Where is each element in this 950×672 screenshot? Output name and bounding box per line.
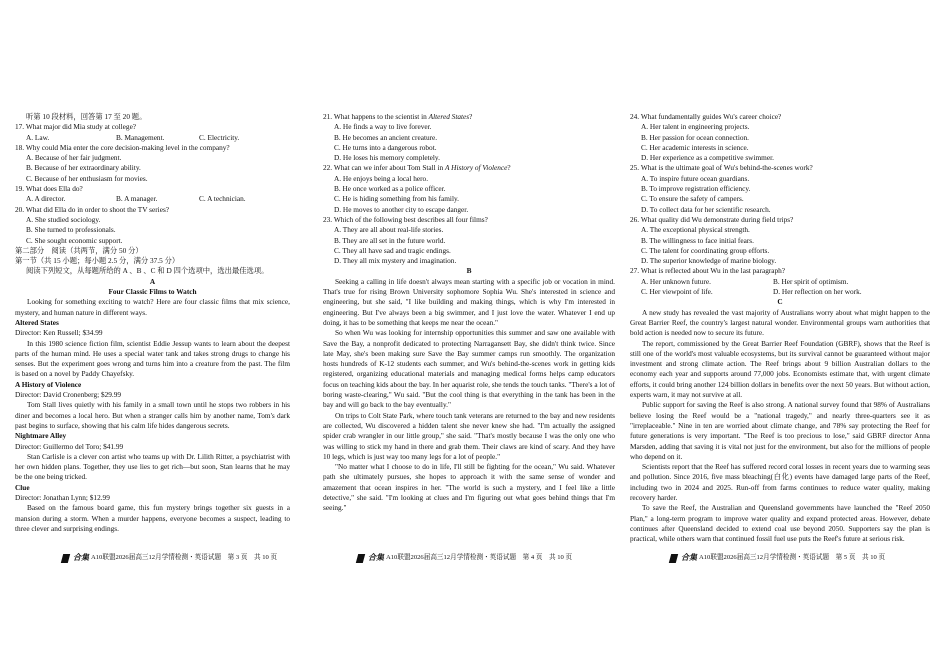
option: C. To ensure the safety of campers.: [641, 194, 744, 204]
options-27: [641, 277, 930, 287]
film-director: Director: Guillermo del Toro; $41.99: [15, 441, 124, 451]
option: B. Management.: [116, 132, 165, 142]
passage-b-paragraph: On trips to Colt State Park, where touch tank veterans are returned to the bay and new residents are collected, Wu discovered a hidden talent she never knew she had. "I'm actually the assigned spider crab wrangler in our little group," she said. "That's mostly because I was the only one who was willing to stick my hand in there and grab them. Their claws are kind of scary. And they have 10 legs, which is just way too many legs for a lot of people.": [323, 410, 615, 461]
passage-a-letter: A: [149, 276, 156, 286]
page-4-column: [323, 112, 615, 514]
listening-intro: 听第 10 段材料，回答第 17 至 20 题。: [26, 112, 147, 121]
passage-c-paragraph: Public support for saving the Reef is also strong. A national survey found that 98% of Australians believe losing the Reef would be a "national tragedy," and nearly three-quarters see it as "irreplaceable." Nine in ten are worried about climate change, and 78% say protecting the Reef for future generations is very important. "The Reef is too precious to lose," said GBRF director Anna Marsden, adding that saving it is vital not just for the environment, but also for the millions of people who depend on it.: [630, 400, 930, 461]
passage-b-paragraph: So when Wu was looking for internship opportunities this summer and saw one available with Save the Bay, a nonprofit dedicated to protecting Narragansett Bay, she didn't think twice. Since late May, she's been making sure Save the Bay summer camps run smoothly. The organization hosts hundreds of K-12 students each summer, and Wu's behind-the-scenes work in getting kids registered, organizing educational materials and managing medical forms helps camp educators focus on teaching kids about the bay. In her aquarist role, she tends the touch tanks. "There's a lot of boring waste-clearing," Wu said. "But the cool thing is that everything in the tank has been in the bay and will go back to the bay eventually.": [323, 328, 615, 410]
option: A. Her unknown future.: [641, 276, 711, 286]
option: C. She sought economic support.: [26, 235, 123, 245]
passage-c-letter: C: [777, 297, 783, 307]
reading-instruction: 阅读下列短文，从每题所给的 A 、B 、C 和 D 四个选项中，选出最佳选项。: [26, 266, 269, 276]
option: A. Because of her fair judgment.: [26, 153, 122, 163]
film-director: Director: Ken Russell; $34.99: [15, 328, 103, 338]
option: C. Electricity.: [199, 132, 240, 142]
question-27: 27. What is reflected about Wu in the last paragraph?: [630, 266, 786, 276]
question-17: 17. What major did Mia study at college?: [15, 122, 137, 132]
brand-mark-icon: [669, 554, 678, 563]
film-title: Altered States: [15, 317, 59, 327]
brand-logo: 合集: [73, 553, 89, 562]
question-18: 18. Why could Mia enter the core decision-making level in the company?: [15, 142, 230, 152]
option: B. To improve registration efficiency.: [641, 184, 751, 194]
page-5-column: [630, 112, 930, 544]
option: A. The exceptional physical strength.: [641, 225, 750, 235]
question-23: 23. Which of the following best describes all four films?: [323, 214, 488, 224]
option: A. Law.: [26, 132, 50, 142]
passage-b-paragraph: "No matter what I choose to do in life, I'll still be fighting for the ocean," Wu said. Whatever path she ultimately pursues, she hopes to approach it with the same sense of wonder and amazement that ocean inspires in her. "The world is such a mystery, and I feel like a little detective," she said. "I'm looking at clues and I'm figuring out what goes behind things that I'm seeing.": [323, 462, 615, 513]
question-25: 25. What is the ultimate goal of Wu's behind-the-scenes work?: [630, 163, 813, 173]
option: A. He finds a way to live forever.: [334, 122, 432, 132]
option: A. A director.: [26, 194, 66, 204]
options-27b: [641, 287, 930, 297]
option: A. They are all about real-life stories.: [334, 225, 444, 235]
option: A. To inspire future ocean guardians.: [641, 173, 750, 183]
option: B. The willingness to face initial fears.: [641, 235, 754, 245]
option: B. Her passion for ocean connection.: [641, 132, 749, 142]
option: B. He once worked as a police officer.: [334, 184, 446, 194]
option: C. He is hiding something from his family.: [334, 194, 459, 204]
option: D. Her reflection on her work.: [773, 287, 862, 297]
passage-c-paragraph: A new study has revealed the vast majority of Australians worry about what might happen to the Great Barrier Reef, the country's largest natural wonder. Environmental groups warn authorities that bold action is needed now to secure its future.: [630, 307, 930, 338]
footer-text: A10联盟2026届高三12月学情检测・英语试题 第 4 页 共 10 页: [386, 554, 573, 561]
passage-c-paragraph: To save the Reef, the Australian and Queensland governments have launched the "Reef 2050 Plan," a long-term program to improve water quality and expand protected areas. However, debate continues after Queensland decided to extend coal use beyond 2050. Supporters say the plan is practical, while others warn that continued fossil fuel use puts the Reef's future at serious risk.: [630, 503, 930, 544]
passage-a-title: Four Classic Films to Watch: [108, 287, 197, 297]
option: A. Her talent in engineering projects.: [641, 122, 750, 132]
film-title: Nightmare Alley: [15, 431, 67, 441]
option: A. He enjoys being a local hero.: [334, 173, 429, 183]
option: D. He moves to another city to escape danger.: [334, 204, 469, 214]
option: B. She turned to professionals.: [26, 225, 116, 235]
film-director: Director: Jonathan Lynn; $12.99: [15, 492, 110, 502]
option: C. The talent for coordinating group efforts.: [641, 245, 770, 255]
passage-a-lead: Looking for something exciting to watch? Here are four classic films that mix science, mystery, and human nature in different ways.: [15, 297, 290, 317]
film-title: Clue: [15, 482, 30, 492]
option: B. Because of her extraordinary ability.: [26, 163, 141, 173]
part-two-title: 第二部分 阅读（共两节，满分 50 分）: [15, 245, 143, 255]
question-20: 20. What did Ella do in order to shoot the TV series?: [15, 204, 170, 214]
footer-text: A10联盟2026届高三12月学情检测・英语试题 第 3 页 共 10 页: [91, 554, 278, 561]
film-description: Tom Stall lives quietly with his family in a small town until he stops two robbers in his diner and becomes a local hero. But when a stranger calls him by another name, Tom's dark past begins to surface, showing that his calm life hides dangerous secrets.: [15, 400, 290, 430]
option: B. They are all set in the future world.: [334, 235, 446, 245]
brand-mark-icon: [61, 554, 70, 563]
option: C. Because of her enthusiasm for movies.: [26, 173, 148, 183]
question-21: 21. What happens to the scientist in Altered States?: [323, 112, 473, 121]
film-description: In this 1980 science fiction film, scientist Eddie Jessup wants to learn about the deepest parts of the human mind. He uses a special water tank and takes strong drugs to change his senses. But the experiment goes wrong and turns him into a creature from the past. The film is based on a novel by Paddy Chayefsky.: [15, 338, 290, 379]
brand-logo: 合集: [368, 553, 384, 562]
page-3-footer: [62, 553, 277, 563]
option: D. To collect data for her scientific research.: [641, 204, 771, 214]
section-one-title: 第一节（共 15 小题；每小题 2.5 分，满分 37.5 分）: [15, 256, 180, 266]
option: D. They all mix mystery and imagination.: [334, 256, 457, 266]
page-3-column: [15, 112, 290, 534]
options-19: [26, 194, 290, 204]
film-title: A History of Violence: [15, 379, 82, 389]
footer-text: A10联盟2026届高三12月学情检测・英语试题 第 5 页 共 10 页: [699, 554, 886, 561]
page-5-footer: [670, 553, 885, 563]
passage-b-paragraph: Seeking a calling in life doesn't always mean starting with a specific job or vocation in mind. That's true for rising Brown University sophomore Sophia Wu. She's interested in science and engineering, but she said, "I like building and making things, which is why I'm interested in engineering. But I've always been a big swimmer, and I just love the water. Whatever I end up doing, it has to be something that keeps me near the ocean.": [323, 276, 615, 327]
film-description: Stan Carlisle is a clever con artist who teams up with Dr. Lilith Ritter, a psychiatrist with her own hidden plans. Together, they use lies to get rich—but soon, Stan learns that he may be the one being tricked.: [15, 451, 290, 482]
film-director: Director: David Cronenberg; $29.99: [15, 390, 122, 400]
passage-c-paragraph: The report, commissioned by the Great Barrier Reef Foundation (GBRF), shows that the Reef is still one of the world's most valuable ecosystems, but its survival cannot be guaranteed without major investment and strong climate action. The Reef brings about 9 billion Australian dollars to the economy each year and supports around 77,000 jobs. Economists estimate that, with urgent climate efforts, it could bring another 124 billion dollars in benefits over the next 50 years. But without action, experts warn, it may not survive at all.: [630, 338, 930, 400]
passage-b-letter: B: [466, 266, 472, 276]
film-description: Based on the famous board game, this fun mystery brings together six guests in a mansion during a storm. When a murder happens, everyone becomes a suspect, leading to three clever and surprising endings.: [15, 503, 290, 533]
option: D. The superior knowledge of marine biology.: [641, 256, 777, 266]
option: C. He turns into a dangerous robot.: [334, 142, 437, 152]
brand-mark-icon: [356, 554, 365, 563]
option: B. He becomes an ancient creature.: [334, 132, 438, 142]
passage-c-paragraph: Scientists report that the Reef has suffered record coral losses in recent years due to warming seas and pollution. Since 2016, five mass bleaching(白化) events have damaged large parts of the Reef, including two in 2024 and 2025. Run-off from farms continues to reduce water quality, making recovery harder.: [630, 462, 930, 502]
option: C. They all have sad and tragic endings.: [334, 245, 451, 255]
question-26: 26. What quality did Wu demonstrate during field trips?: [630, 214, 794, 224]
option: D. He loses his memory completely.: [334, 153, 440, 163]
option: C. A technician.: [199, 194, 246, 204]
option: B. Her spirit of optimism.: [773, 276, 849, 286]
option: B. A manager.: [116, 194, 158, 204]
option: D. Her experience as a competitive swimmer.: [641, 153, 774, 163]
option: C. Her academic interests in science.: [641, 142, 749, 152]
option: A. She studied sociology.: [26, 214, 101, 224]
brand-logo: 合集: [681, 553, 697, 562]
question-24: 24. What fundamentally guides Wu's career choice?: [630, 112, 782, 121]
page-4-footer: [357, 553, 572, 563]
question-22: 22. What can we infer about Tom Stall in A History of Violence?: [323, 163, 511, 173]
option: C. Her viewpoint of life.: [641, 287, 713, 297]
question-19: 19. What does Ella do?: [15, 184, 83, 194]
options-17: [26, 133, 290, 143]
